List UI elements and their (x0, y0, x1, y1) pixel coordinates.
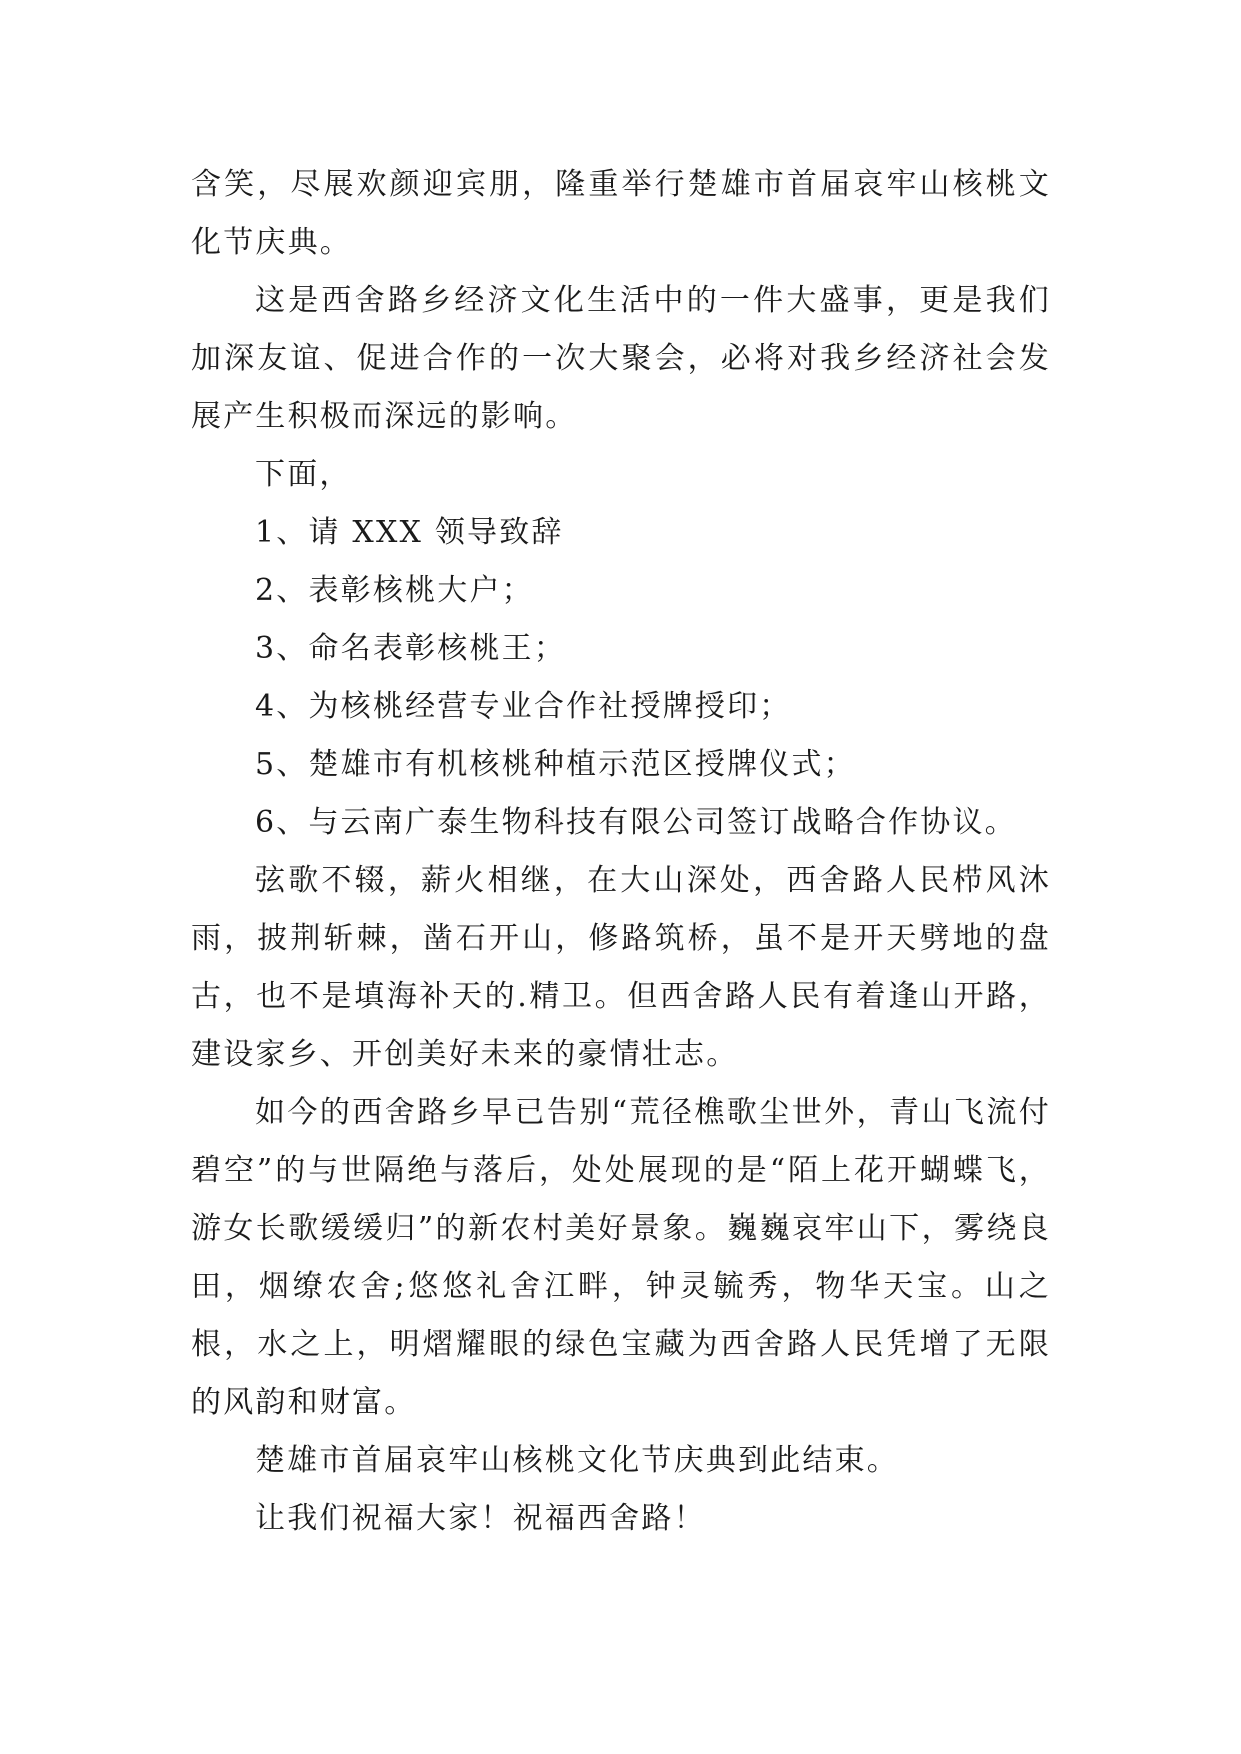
agenda-item-3: 3、命名表彰核桃王； (255, 631, 567, 666)
document-body (191, 156, 1051, 1548)
agenda-item-2: 2、表彰核桃大户； (255, 573, 534, 608)
paragraph-closing: 楚雄市首届哀牢山核桃文化节庆典到此结束。 (255, 1443, 899, 1478)
agenda-item-1: 1、请 XXX 领导致辞 (255, 515, 564, 550)
agenda-item-5: 5、楚雄市有机核桃种植示范区授牌仪式； (255, 747, 856, 782)
paragraph-blessing: 让我们祝福大家！祝福西舍路！ (255, 1501, 706, 1536)
paragraph-history: 弦歌不辍，薪火相继，在大山深处，西舍路人民栉风沐雨，披荆斩棘，凿石开山，修路筑桥，虽不是开天劈地的盘古，也不是填海补天的.精卫。但西舍路人民有着逢山开路，建设家乡、开创美好未来的豪情壮志。 (191, 863, 1051, 1072)
paragraph-present: 如今的西舍路乡早已告别“荒径樵歌尘世外，青山飞流付碧空”的与世隔绝与落后，处处展现的是“陌上花开蝴蝶飞，游女长歌缓缓归”的新农村美好景象。巍巍哀牢山下，雾绕良田，烟缭农舍;悠悠礼舍江畔，钟灵毓秀，物华天宝。山之根，水之上，明熠耀眼的绿色宝藏为西舍路人民凭增了无限的风韵和财富。 (191, 1095, 1051, 1420)
agenda-item-6: 6、与云南广泰生物科技有限公司签订战略合作协议。 (255, 805, 1017, 840)
paragraph-agenda-intro: 下面， (255, 457, 352, 492)
agenda-item-4: 4、为核桃经营专业合作社授牌授印； (255, 689, 792, 724)
paragraph-significance: 这是西舍路乡经济文化生活中的一件大盛事，更是我们加深友谊、促进合作的一次大聚会，必将对我乡经济社会发展产生积极而深远的影响。 (191, 283, 1051, 434)
paragraph-opening: 含笑，尽展欢颜迎宾朋，隆重举行楚雄市首届哀牢山核桃文化节庆典。 (191, 167, 1051, 260)
